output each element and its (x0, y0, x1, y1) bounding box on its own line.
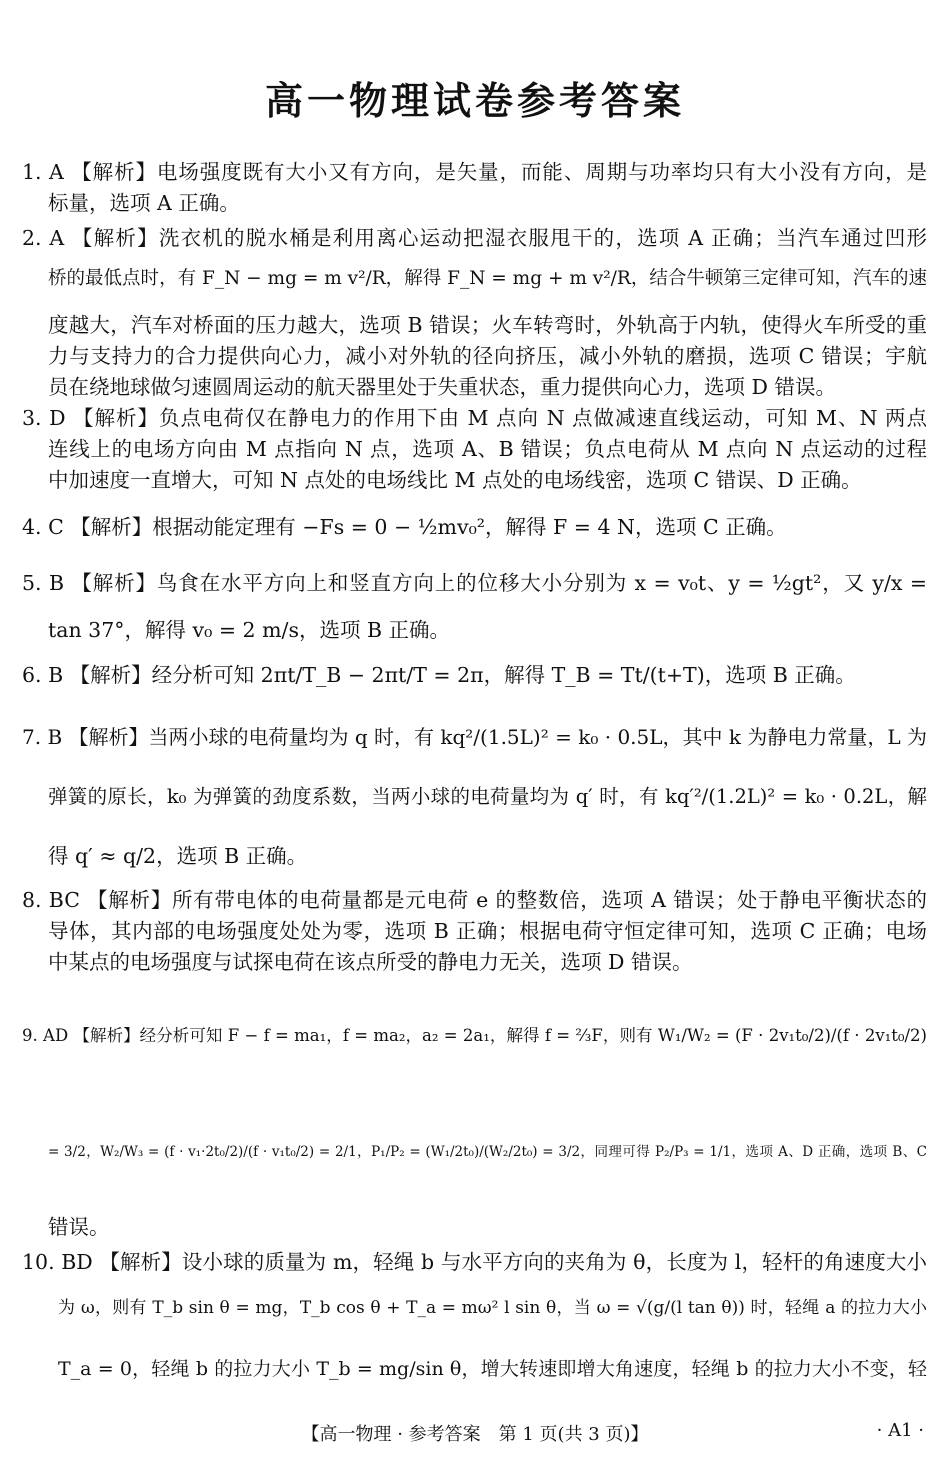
answer-line: 力与支持力的合力提供向心力，减小对外轨的径向挤压，减小外轨的磨损，选项 C 错误；宇航 (48, 344, 927, 368)
page-footer: 【高一物理 · 参考答案 第 1 页(共 3 页)】 (301, 1424, 649, 1445)
answer-line: 10. BD 【解析】设小球的质量为 m，轻绳 b 与水平方向的夹角为 θ，长度为 l，轻杆的角速度大小 (22, 1250, 927, 1274)
answer-line: 得 q′ ≈ q/2，选项 B 正确。 (48, 844, 308, 868)
answer-line: 6. B 【解析】经分析可知 2πt/T_B − 2πt/T = 2π，解得 T_B = Tt/(t+T)，选项 B 正确。 (22, 663, 856, 687)
answer-line: 9. AD 【解析】经分析可知 F − f = ma₁，f = ma₂，a₂ = 2a₁，解得 f = ⅔F，则有 W₁/W₂ = (F · 2v₁t₀/2)/(f · 2v₁t₀/2) (22, 1026, 927, 1045)
answer-line: 错误。 (48, 1215, 110, 1239)
answer-line: 导体，其内部的电场强度处处为零，选项 B 正确；根据电荷守恒定律可知，选项 C 正确；电场 (48, 919, 927, 943)
page-code: · A1 · (876, 1420, 924, 1441)
answer-line: 7. B 【解析】当两小球的电荷量均为 q 时，有 kq²/(1.5L)² = k₀ · 0.5L，其中 k 为静电力常量，L 为 (22, 725, 927, 749)
answer-line: = 3/2，W₂/W₃ = (f · v₁·2t₀/2)/(f · v₁t₀/2) = 2/1，P₁/P₂ = (W₁/2t₀)/(W₂/2t₀) = 3/2，同理可得 P₂/P₃ = 1/1，选项 A、D 正确，选项 B、C (48, 1144, 927, 1160)
answer-line: 桥的最低点时，有 F_N − mg = m v²/R，解得 F_N = mg + m v²/R，结合牛顿第三定律可知，汽车的速 (48, 268, 927, 289)
answer-line: 标量，选项 A 正确。 (48, 191, 240, 215)
answer-line: 员在绕地球做匀速圆周运动的航天器里处于失重状态，重力提供向心力，选项 D 错误。 (48, 375, 836, 399)
answer-line: 为 ω，则有 T_b sin θ = mg，T_b cos θ + T_a = mω² l sin θ，当 ω = √(g/(l tan θ)) 时，轻绳 a 的拉力大小 (58, 1298, 927, 1318)
answer-line: 连线上的电场方向由 M 点指向 N 点，选项 A、B 错误；负点电荷从 M 点向 N 点运动的过程 (48, 437, 927, 461)
answer-line: 中某点的电场强度与试探电荷在该点所受的静电力无关，选项 D 错误。 (48, 950, 693, 974)
answer-line: 3. D 【解析】负点电荷仅在静电力的作用下由 M 点向 N 点做减速直线运动，可知 M、N 两点 (22, 406, 927, 430)
answer-line: 中加速度一直增大，可知 N 点处的电场线比 M 点处的电场线密，选项 C 错误、D 正确。 (48, 468, 862, 492)
answer-line: 弹簧的原长，k₀ 为弹簧的劲度系数，当两小球的电荷量均为 q′ 时，有 kq′²/(1.2L)² = k₀ · 0.2L，解 (48, 785, 927, 808)
page-title: 高一物理试卷参考答案 (264, 79, 685, 123)
answer-line: 8. BC 【解析】所有带电体的电荷量都是元电荷 e 的整数倍，选项 A 错误；处于静电平衡状态的 (22, 888, 927, 912)
answer-line: 4. C 【解析】根据动能定理有 −Fs = 0 − ½mv₀²，解得 F = 4 N，选项 C 正确。 (22, 515, 787, 539)
answer-line: T_a = 0，轻绳 b 的拉力大小 T_b = mg/sin θ，增大转速即增大角速度，轻绳 b 的拉力大小不变，轻 (58, 1358, 927, 1380)
answer-line: tan 37°，解得 v₀ = 2 m/s，选项 B 正确。 (48, 618, 451, 642)
answer-line: 5. B 【解析】鸟食在水平方向上和竖直方向上的位移大小分别为 x = v₀t、y = ½gt²，又 y/x = (22, 571, 927, 595)
answer-line: 度越大，汽车对桥面的压力越大，选项 B 错误；火车转弯时，外轨高于内轨，使得火车所受的重 (48, 313, 927, 337)
answer-line: 2. A 【解析】洗衣机的脱水桶是利用离心运动把湿衣服甩干的，选项 A 正确；当汽车通过凹形 (22, 226, 927, 250)
answer-line: 1. A 【解析】电场强度既有大小又有方向，是矢量，而能、周期与功率均只有大小没有方向，是 (22, 160, 927, 184)
